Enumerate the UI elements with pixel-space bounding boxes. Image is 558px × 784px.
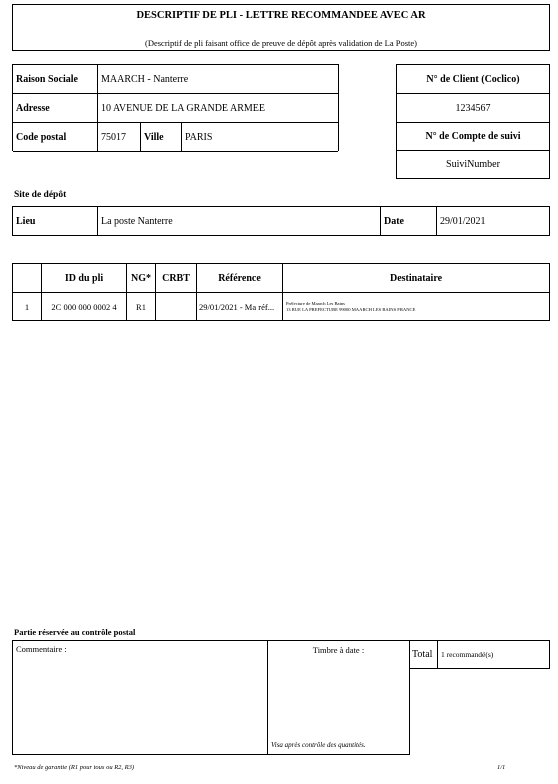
postal-heading: Partie réservée au contrôle postal [14, 627, 136, 637]
suivi-account-value: SuiviNumber [446, 159, 500, 170]
header-reference: Référence [197, 264, 283, 292]
footer-note: *Niveau de garantie (R1 pour tous ou R2, R3) [14, 764, 135, 771]
header-ng: NG* [127, 264, 156, 292]
site-heading: Site de dépôt [14, 190, 67, 200]
page-number: 1/1 [497, 764, 506, 771]
sender-row-adresse [13, 94, 338, 123]
commentaire-label: Commentaire : [16, 644, 67, 654]
timbre-box [267, 640, 410, 755]
row-crbt [156, 293, 197, 320]
row-num: 1 [13, 293, 42, 320]
code-postal-value: 75017 [98, 123, 141, 151]
total-label: Total [410, 641, 438, 668]
date-label: Date [381, 207, 437, 235]
table-row [13, 293, 549, 320]
header-num [13, 264, 42, 292]
lieu-value: La poste Nanterre [98, 207, 381, 235]
table-header-row [13, 264, 549, 293]
timbre-label: Timbre à date : [312, 645, 365, 655]
row-ng: R1 [127, 293, 156, 320]
client-block [396, 64, 550, 179]
document-subtitle: (Descriptif de pli faisant office de preuve de dépôt après validation de La Poste) [145, 38, 417, 48]
total-box [409, 640, 550, 669]
destinataire-name: Préfecture de Maarch Les Bains [286, 300, 345, 306]
commentaire-box [12, 640, 268, 755]
document-title: DESCRIPTIF DE PLI - LETTRE RECOMMANDEE AVEC AR [136, 10, 426, 21]
total-value: 1 recommandé(s) [441, 650, 494, 659]
raison-sociale-value: MAARCH - Nanterre [101, 73, 189, 85]
suivi-account-label: N° de Compte de suivi [397, 123, 549, 151]
adresse-value: 10 AVENUE DE LA GRANDE ARMEE [101, 102, 265, 114]
header-destinataire: Destinataire [389, 272, 443, 284]
date-value: 29/01/2021 [440, 215, 486, 227]
lieu-label: Lieu [13, 207, 98, 235]
ville-label: Ville [141, 123, 182, 151]
document-header [12, 4, 550, 51]
row-reference: 29/01/2021 - Ma réf... [197, 293, 283, 320]
visa-label: Visa après contrôle des quantités. [271, 741, 366, 749]
row-destinataire [283, 293, 549, 320]
raison-sociale-label: Raison Sociale [13, 65, 98, 93]
header-crbt: CRBT [156, 264, 197, 292]
row-id: 2C 000 000 0002 4 [42, 293, 127, 320]
site-block [12, 206, 550, 236]
header-id: ID du pli [42, 264, 127, 292]
code-postal-label: Code postal [13, 123, 98, 151]
destinataire-address: 13 RUE LA PREFECTURE 99000 MAARCH LES BAINS FRANCE [286, 306, 416, 312]
sender-row-raison [13, 65, 338, 94]
client-number-label: N° de Client (Coclico) [397, 65, 549, 94]
sender-block [12, 64, 339, 151]
sender-row-cp [13, 123, 338, 152]
client-number-value: 1234567 [397, 94, 549, 123]
items-table [12, 263, 550, 321]
adresse-label: Adresse [13, 94, 98, 122]
ville-value: PARIS [185, 131, 213, 143]
